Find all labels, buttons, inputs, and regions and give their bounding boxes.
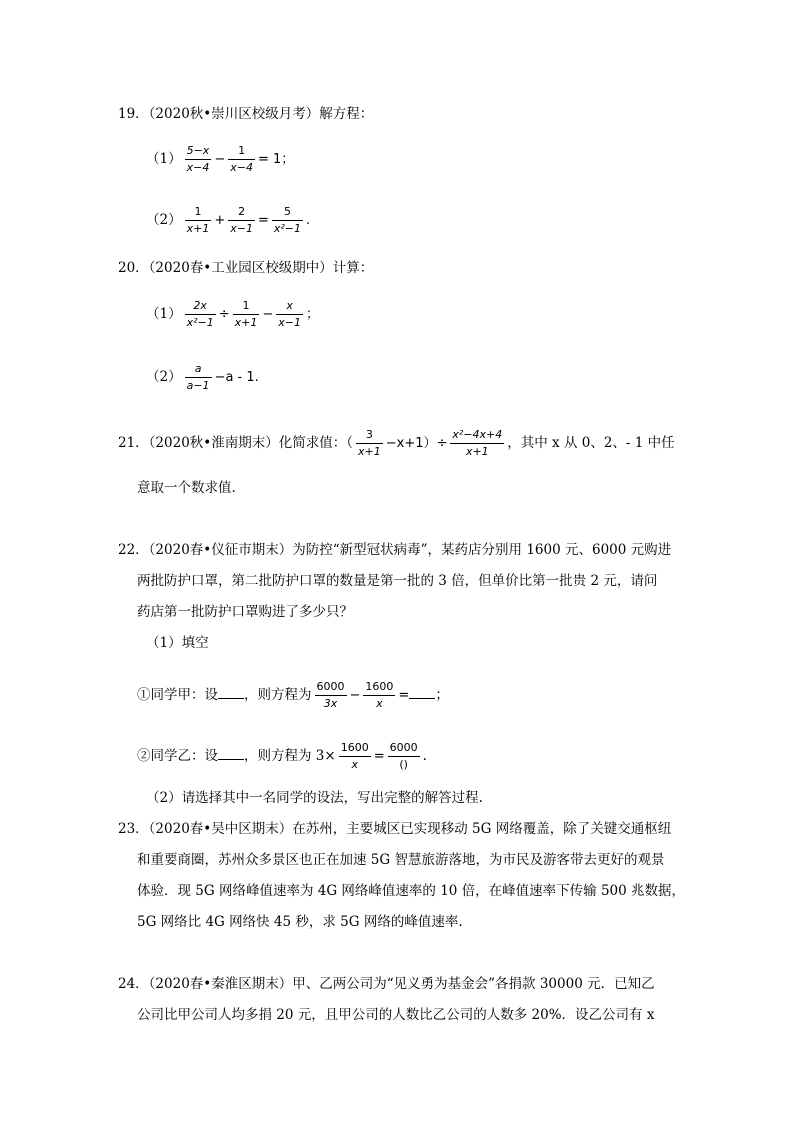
fraction: $\frac{2x}{\text{x²−1}}$ [186,299,214,329]
q24-line2: 公司比甲公司人均多捐 20 元，且甲公司的人数比乙公司的人数多 20%．设乙公司有 x [137,1007,655,1023]
fraction: $\frac{1600}{x}$ [365,680,394,710]
fraction: $\frac{3}{x+1}$ [358,428,381,458]
part-label: （2） [146,212,182,228]
fraction: $\frac{\text{x²−4x+4}}{x+1}$ [452,428,503,458]
answer-blank[interactable] [218,745,244,760]
fraction: $\frac{1}{x-4}$ [230,144,253,174]
q20-part2: （2） $\frac{a}{a-1}$ −a - 1. [146,362,259,392]
q22-line3: 药店第一批防护口罩购进了多少只？ [137,604,353,620]
fraction: $\frac{x}{x-1}$ [278,299,302,329]
part-label: （1） [146,306,182,322]
q19-part1: （1） $\frac{5-x}{x-4}$ − $\frac{1}{x-4}$ = 1； [146,144,295,174]
q22-line1: 22．（2020春•仪征市期末）为防控“新型冠状病毒”，某药店分别用 1600 元、6000 元购进 [118,542,672,558]
q20-heading: 20．（2020春•工业园区校级期中）计算： [118,260,374,276]
part-label: （2） [146,369,182,385]
fraction: $\frac{1600}{x}$ [340,741,369,771]
q23-line1: 23．（2020春•吴中区期末）在苏州，主要城区已实现移动 5G 网络覆盖，除了关键交通枢纽 [118,821,672,837]
q22-line2: 两批防护口罩，第二批防护口罩的数量是第一批的 3 倍，但单价比第一批贵 2 元，请问 [137,573,658,589]
fraction: $\frac{6000}{3x}$ [316,680,345,710]
fraction: $\frac{5}{\text{x²−1}}$ [273,205,302,235]
q19-heading: 19．（2020秋•崇川区校级月考）解方程： [118,106,374,122]
q19-part2: （2） $\frac{1}{x+1}$ + $\frac{2}{x-1}$ = $\frac{5}{\text{x²−1}}$ . [146,205,311,235]
answer-blank[interactable] [409,684,435,699]
fraction: $\frac{2}{x-1}$ [230,205,253,235]
q23-line2: 和重要商圈，苏州众多景区也正在加速 5G 智慧旅游落地，为市民及游客带去更好的观景 [137,852,665,868]
q24-line1: 24．（2020春•秦淮区期末）甲、乙两公司为“见义勇为基金会”各捐款 30000 元．已知乙 [118,976,655,992]
q22-option-b: ②同学乙：设 ，则方程为 3× $\frac{1600}{x}$ = $\frac{6000}{()}$ . [137,741,427,771]
fraction: $\frac{5-x}{x-4}$ [186,144,210,174]
part-label: （1） [146,151,182,167]
q22-option-a: ①同学甲：设 ，则方程为 $\frac{6000}{3x}$ − $\frac{1600}{x}$ = ； [137,680,449,710]
fraction: $\frac{a}{a-1}$ [186,362,210,392]
answer-blank[interactable] [218,684,244,699]
q21-line1: 21．（2020秋•淮南期末）化简求值：（ $\frac{3}{x+1}$ −x+1）÷ $\frac{\text{x²−4x+4}}{x+1}$ ，其中 x 从 0、2、- 1 中任 [118,428,675,458]
q23-line4: 5G 网络比 4G 网络快 45 秒，求 5G 网络的峰值速率. [137,914,463,930]
q22-sub1: （1）填空 [146,635,209,651]
q20-part1: （1） $\frac{2x}{\text{x²−1}}$ ÷ $\frac{1}{x+1}$ − $\frac{x}{x-1}$ ； [146,299,320,329]
fraction: $\frac{1}{x+1}$ [234,299,258,329]
q22-sub2: （2）请选择其中一名同学的设法，写出完整的解答过程. [146,790,483,806]
q23-line3: 体验．现 5G 网络峰值速率为 4G 网络峰值速率的 10 倍，在峰值速率下传输 500 兆数据， [137,883,686,899]
fraction: $\frac{6000}{()}$ [389,741,418,771]
q21-line2: 意取一个数求值. [137,480,236,496]
fraction: $\frac{1}{x+1}$ [186,205,210,235]
